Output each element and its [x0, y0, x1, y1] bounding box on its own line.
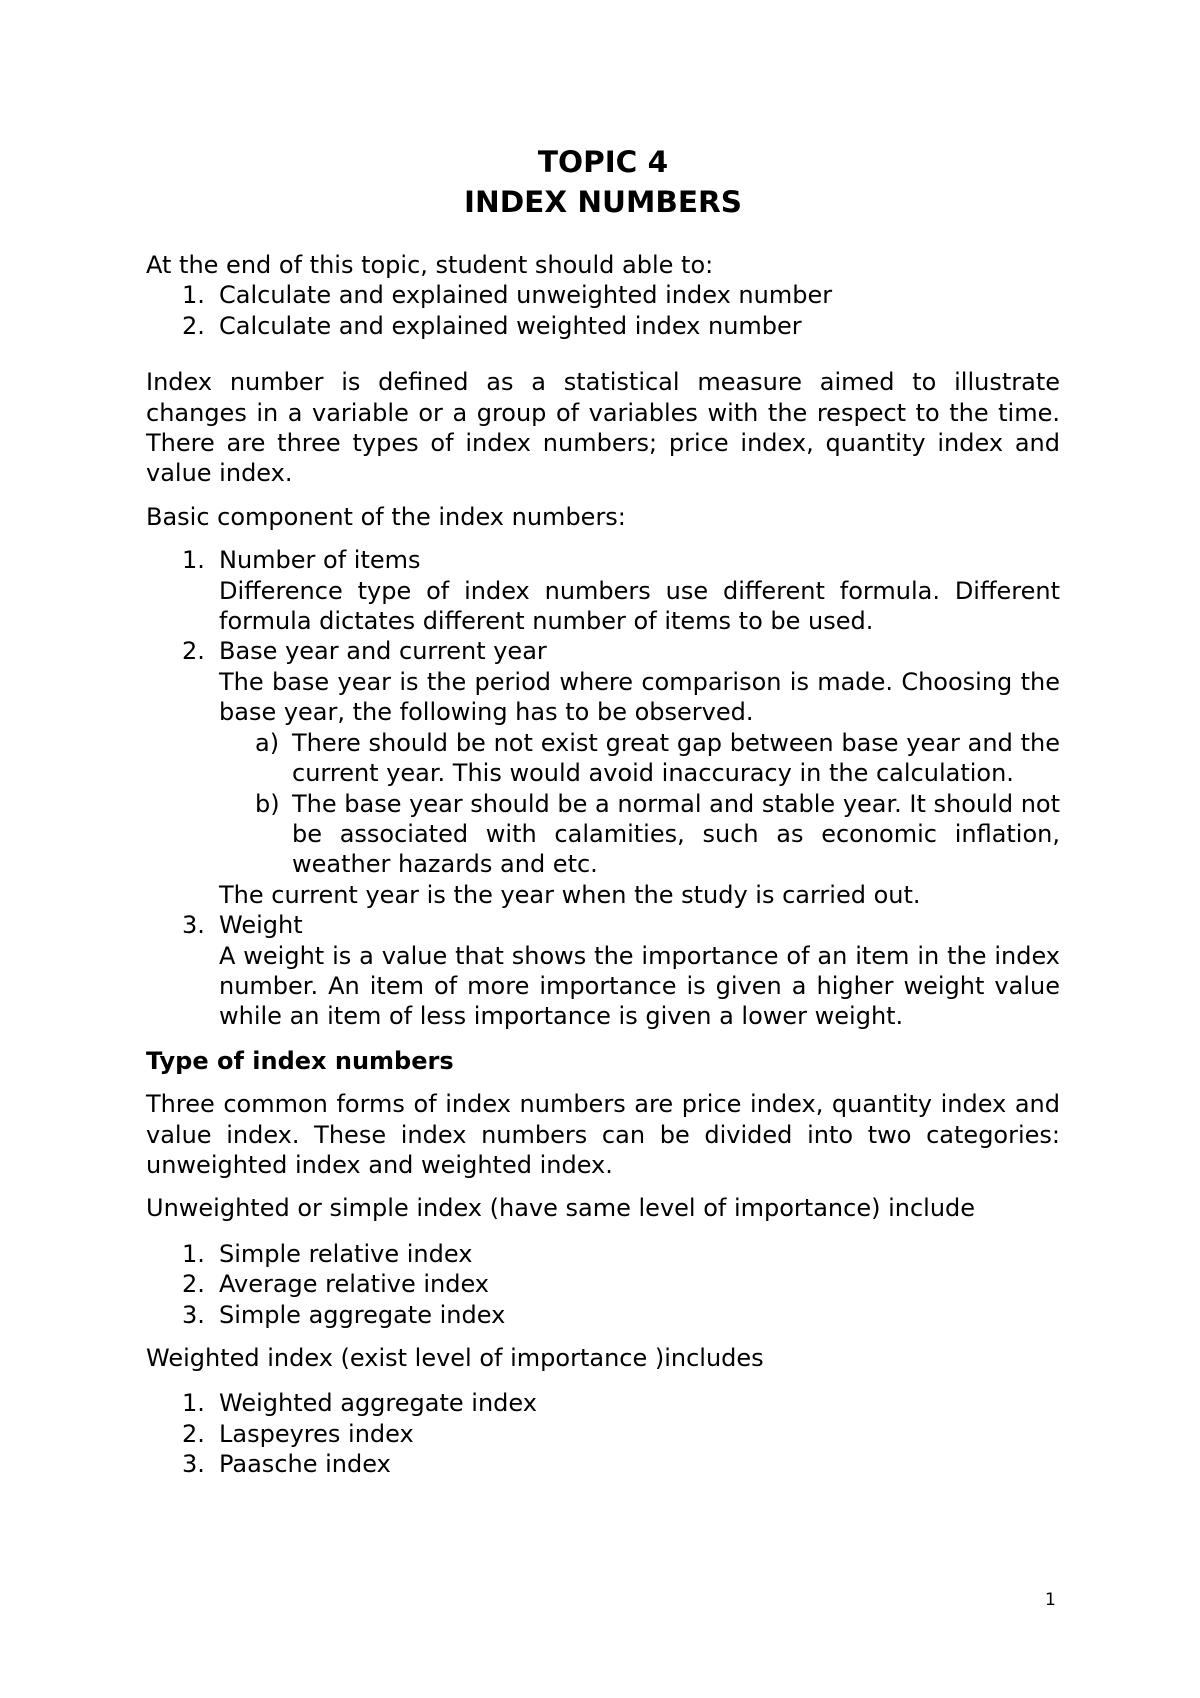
sub-item	[146, 789, 1060, 880]
list-item-text: Laspeyres index	[219, 1419, 414, 1448]
objective-item	[146, 280, 1060, 310]
list-item-text: Simple relative index	[219, 1239, 473, 1268]
definition-paragraph: Index number is defined as a statistical measure aimed to illustrate changes in a variable or a group of variables with the respect to the time. There are three types of index numbers; price index, quantity index and value index.	[146, 368, 1060, 488]
title-index-numbers: INDEX NUMBERS	[464, 185, 742, 219]
list-number: 1.	[182, 1239, 205, 1268]
objective-text: Calculate and explained weighted index number	[219, 311, 802, 340]
component-item	[146, 545, 1060, 636]
components-list	[146, 545, 1060, 727]
list-number: 1.	[182, 546, 205, 575]
list-item	[146, 1300, 1060, 1330]
list-item-text: Average relative index	[219, 1270, 489, 1299]
list-item-text: Paasche index	[219, 1450, 391, 1479]
component-item	[146, 910, 1060, 1032]
components-list-cont	[146, 880, 1060, 1032]
component-description: A weight is a value that shows the importance of an item in the index number. An item of more importance is given a higher weight value while an item of less importance is given a lower weight.	[219, 941, 1060, 1031]
component-after-text: The current year is the year when the study is carried out.	[219, 880, 921, 909]
list-item-text: Simple aggregate index	[219, 1300, 506, 1329]
types-paragraph: Three common forms of index numbers are price index, quantity index and value index. These index numbers can be divided into two categories: unweighted index and weighted index.	[146, 1090, 1060, 1179]
list-item-text: Weighted aggregate index	[219, 1389, 537, 1418]
types-heading: Type of index numbers	[146, 1046, 454, 1075]
list-number: 2.	[182, 637, 205, 666]
component-title: Number of items	[219, 546, 421, 575]
components-intro: Basic component of the index numbers:	[146, 502, 626, 531]
list-number: 2.	[182, 1270, 205, 1299]
objectives-intro: At the end of this topic, student should able to:	[146, 251, 714, 279]
unweighted-intro: Unweighted or simple index (have same level of importance) include	[146, 1194, 976, 1223]
list-number: 1.	[182, 1389, 205, 1418]
unweighted-list	[146, 1239, 1060, 1330]
component-title: Base year and current year	[219, 637, 547, 666]
list-item	[146, 1419, 1060, 1449]
weighted-intro: Weighted index (exist level of importance )includes	[146, 1344, 764, 1372]
sub-item-text: There should be not exist great gap between base year and the current year. This would avoid inaccuracy in the calculation.	[292, 728, 1060, 788]
title-topic: TOPIC 4	[537, 145, 669, 179]
list-number: 3.	[182, 1300, 205, 1329]
sub-item-label: b)	[255, 789, 280, 818]
sub-item-text: The base year should be a normal and stable year. It should not be associated with calamities, such as economic inflation, weather hazards and etc.	[292, 789, 1060, 879]
list-item	[146, 1269, 1060, 1299]
objective-text: Calculate and explained unweighted index number	[219, 281, 833, 310]
component-title: Weight	[219, 911, 303, 940]
sub-item	[146, 728, 1060, 789]
component-description: Difference type of index numbers use different formula. Different formula dictates different number of items to be used.	[219, 576, 1060, 636]
page-number: 1	[1045, 1590, 1056, 1610]
component-item	[146, 636, 1060, 727]
list-number: 3.	[182, 911, 205, 940]
page-content	[146, 142, 1060, 1480]
list-item	[146, 1449, 1060, 1479]
weighted-list	[146, 1388, 1060, 1479]
objectives-list	[146, 280, 1060, 341]
list-number: 2.	[182, 1419, 205, 1448]
sub-item-label: a)	[255, 728, 280, 757]
list-number: 3.	[182, 1450, 205, 1479]
component-after-note	[146, 880, 1060, 910]
list-item	[146, 1388, 1060, 1418]
list-number: 2.	[182, 311, 205, 340]
objective-item	[146, 311, 1060, 341]
component-description: The base year is the period where comparison is made. Choosing the base year, the following has to be observed.	[219, 667, 1060, 727]
list-number: 1.	[182, 281, 205, 310]
list-item	[146, 1239, 1060, 1269]
